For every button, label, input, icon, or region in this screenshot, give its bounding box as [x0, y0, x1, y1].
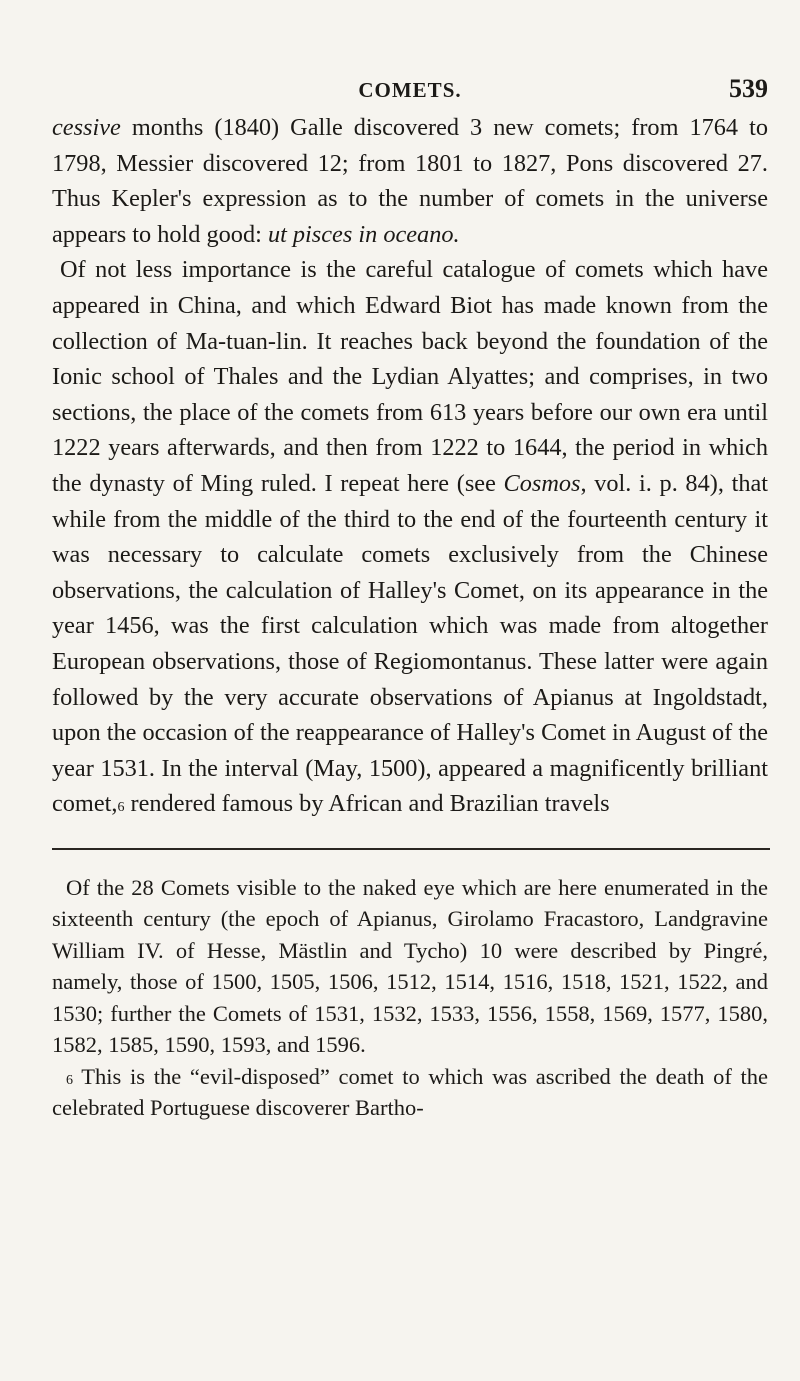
footnote-number: 6 [66, 1072, 73, 1088]
footnotes [52, 872, 768, 1124]
paragraph-text: Of not less importance is the careful catalogue of comets which have appeared in China, and which Edward Biot has made known from the collection of Ma-tuan-lin. It reaches back beyond the foundation of the Ionic school of Thales and the Lydian Alyattes; and comprises, in two sections, the place of the comets from 613 years before our own era until 1222 years afterwards, and then from 1222 to 1644, the period in which the dynasty of Ming ruled. I repeat here (see [52, 256, 768, 497]
page-number: 539 [729, 74, 768, 103]
paragraph-text: , vol. i. p. 84), that while from the middle of the third to the end of the fourteenth century it was necessary to calculate comets exclusively from the Chinese observations, the calculation of Halley's Comet, on its appearance in the year 1456, was the first calculation which was made from altogether European observations, those of Regiomontanus. These latter were again followed by the very accurate observations of Apianus at Ingoldstadt, upon the occasion of the reappearance of Halley's Comet in August of the year 1531. In the interval (May, 1500), appeared a magnificently brilliant comet, [52, 469, 768, 818]
footnote-6 [52, 1061, 768, 1124]
paragraph-1 [52, 110, 768, 252]
italic-fragment: cessive [52, 114, 121, 141]
page-header [52, 0, 768, 110]
paragraph-2 [52, 252, 768, 822]
paragraph-text: rendered famous by African and Brazilian travels [124, 790, 610, 818]
footnote-divider [52, 848, 770, 850]
footnote-continued: Of the 28 Comets visible to the naked eye which are here enumerated in the sixteenth century (the epoch of Apianus, Girolamo Fracastoro, Landgravine William IV. of Hesse, Mästlin and Tycho) 10 were described by Pingré, namely, those of 1500, 1505, 1506, 1512, 1514, 1516, 1518, 1521, 1522, and 1530; further the Comets of 1531, 1532, 1533, 1556, 1558, 1569, 1577, 1580, 1582, 1585, 1590, 1593, and 1596. [52, 874, 768, 1058]
running-title: COMETS. [358, 78, 462, 102]
paragraph-text: months (1840) Galle discovered 3 new comets; from 1764 to 1798, Messier discovered 12; from 1801 to 1827, Pons discovered 27. Thus Kepler's expression as to the number of comets in the universe appears to hold good: [52, 114, 768, 248]
latin-quote: ut pisces in oceano. [267, 220, 460, 248]
footnote-marker: 6 [117, 800, 125, 816]
book-page [52, 0, 768, 1124]
cosmos-title: Cosmos [503, 469, 581, 497]
footnote-text: This is the “evil-disposed” comet to which was ascribed the death of the celebrated Portuguese discoverer Bartho- [52, 1063, 768, 1121]
main-text [52, 110, 768, 822]
